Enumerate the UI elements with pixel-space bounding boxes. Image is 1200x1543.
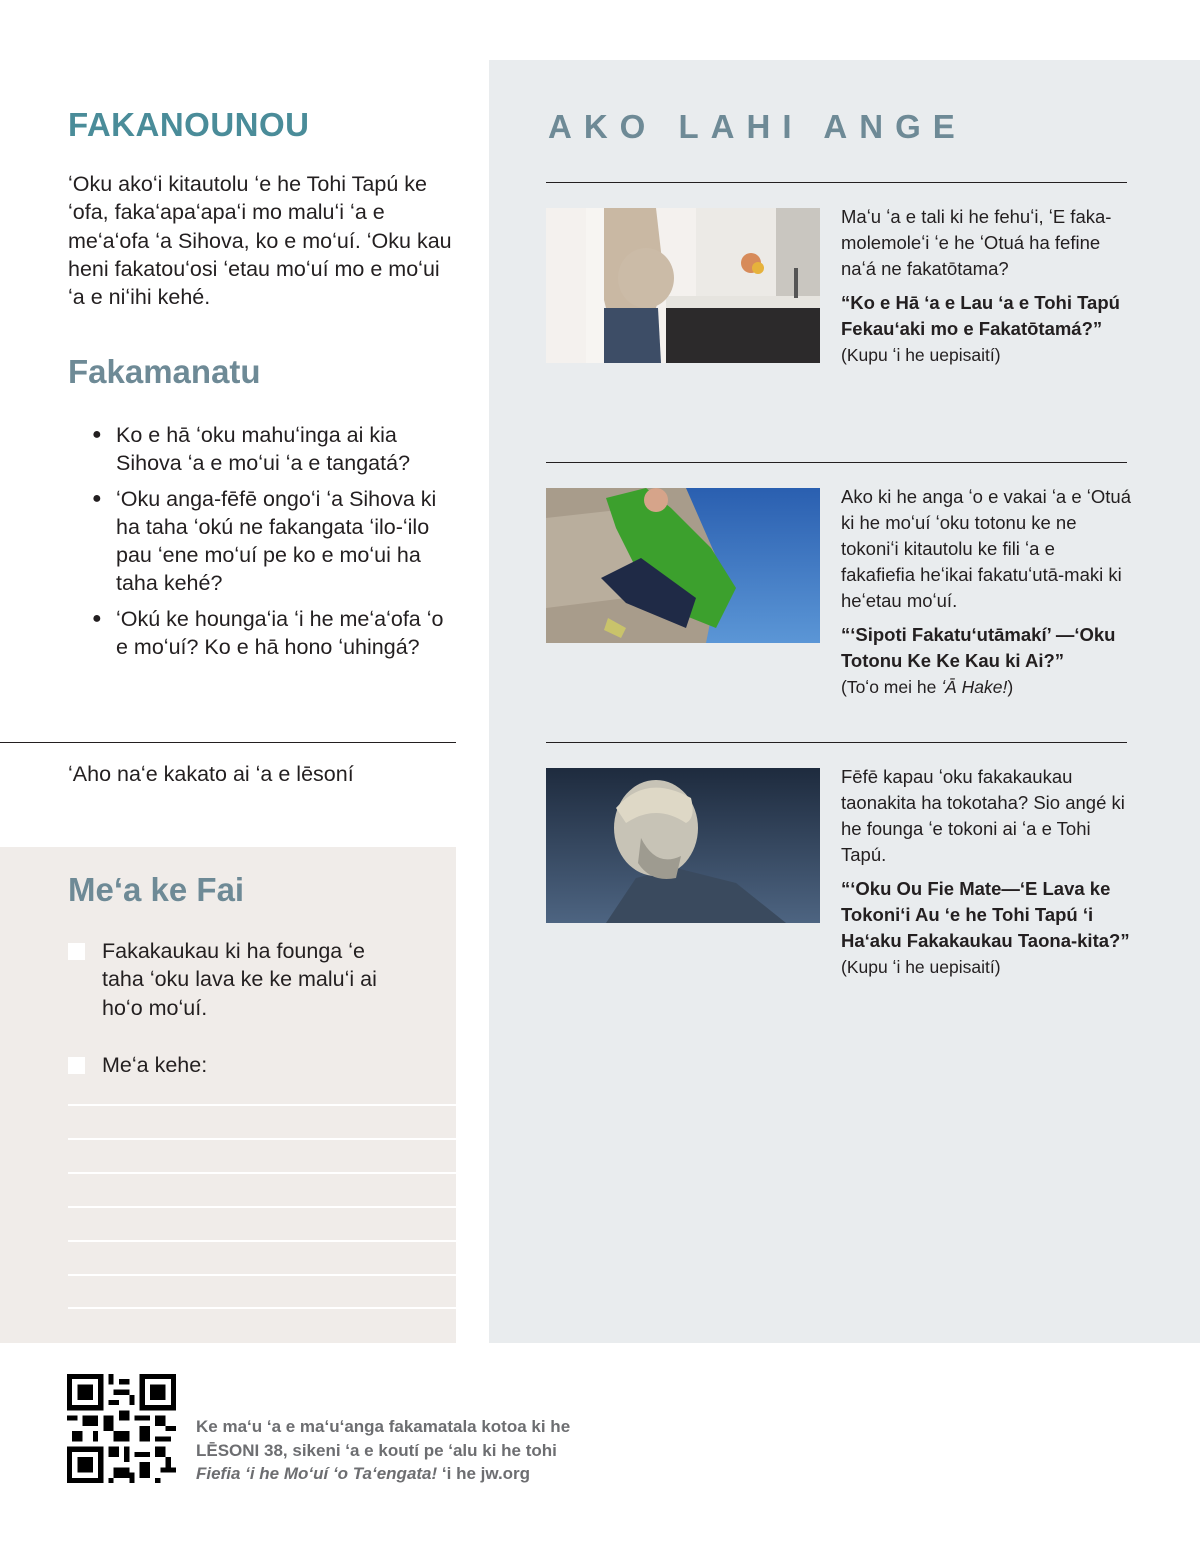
article-3 [841, 764, 1131, 980]
footer-line: ʻi he jw.org [437, 1464, 531, 1483]
article-source: (Kupu ʻi he uepisaití) [841, 957, 1001, 977]
writing-line[interactable] [68, 1240, 456, 1242]
writing-line[interactable] [68, 1274, 456, 1276]
todo-item[interactable] [68, 937, 408, 1022]
lesson-completed-date-label: ʻAho naʻe kakato ai ʻa e lēsoní [68, 762, 354, 786]
learn-more-title: AKO LAHI ANGE [548, 108, 967, 145]
article-link-title[interactable]: “ʻOku Ou Fie Mate—ʻE Lava ke Tokoniʻi Au ʻe he Tohi Tapú ʻi Haʻaku Fakakaukau Taona-kita?” [841, 878, 1130, 951]
writing-line[interactable] [68, 1172, 456, 1174]
article-source: (Kupu ʻi he uepisaití) [841, 345, 1001, 365]
article-link[interactable] [841, 622, 1131, 674]
checkbox-icon[interactable] [68, 943, 85, 960]
article-description: Ako ki he anga ʻo e vakai ʻa e ʻOtuá ki he moʻuí ʻoku totonu ke ne tokoniʻi kitautolu ke fili ʻa e fakafiefia heʻikai fakatuʻutā-maki ki heʻetau moʻuí. [841, 486, 1132, 611]
checkbox-icon[interactable] [68, 1057, 85, 1074]
article-description: Fēfē kapau ʻoku fakakaukau taonakita ha tokotaha? Sio angé ki he founga ʻe tokoni ai ʻa e Tohi Tapú. [841, 766, 1125, 865]
article-link[interactable] [841, 876, 1131, 980]
writing-line[interactable] [68, 1206, 456, 1208]
article-source-title: ʻĀ Hake! [941, 677, 1008, 697]
writing-line[interactable] [68, 1307, 456, 1309]
qr-code-icon[interactable] [67, 1374, 176, 1483]
todo-item-other[interactable] [68, 1051, 408, 1079]
divider [546, 182, 1127, 183]
review-list [92, 421, 452, 668]
todo-item-text: Fakakaukau ki ha founga ʻe taha ʻoku lava ke ke maluʻi ai hoʻo moʻuí. [102, 939, 377, 1020]
todo-item-text: Meʻa kehe: [102, 1053, 208, 1077]
todo-title: Meʻa ke Fai [68, 871, 245, 908]
article-1 [841, 204, 1131, 368]
article-source [841, 677, 1013, 697]
review-item-text: ʻOkú ke houngaʻia ʻi he meʻaʻofa ʻo e moʻuí? Ko e hā hono ʻuhingá? [116, 606, 444, 660]
bullet-icon: ● [92, 609, 102, 627]
footer-line: Ke maʻu ʻa e maʻuʻanga fakamatala kotoa ki he [196, 1417, 571, 1436]
article-link[interactable] [841, 290, 1131, 342]
bullet-icon: ● [92, 489, 102, 507]
article-source-prefix: (Toʻo mei he [841, 677, 942, 697]
review-item-text: Ko e hā ʻoku mahuʻinga ai kia Sihova ʻa e moʻui ʻa e tangatá? [116, 423, 411, 476]
article-link-title[interactable]: “ʻSipoti Fakatuʻutāmakí’ —ʻOku Totonu Ke Ke Kau ki Ai?” [841, 624, 1116, 671]
article-description: Maʻu ʻa e tali ki he fehuʻi, ʻE faka-molemoleʻi ʻe he ʻOtuá ha fefine naʻá ne fakatōtama? [841, 206, 1112, 279]
writing-line[interactable] [68, 1138, 456, 1140]
rock-climber-photo[interactable] [546, 488, 820, 643]
review-item-text: ʻOku anga-fēfē ongoʻi ʻa Sihova ki ha taha ʻokú ne fakangata ʻilo-ʻilo pau ʻene moʻuí pe ko e moʻui ha taha kehé? [116, 486, 437, 596]
article-2 [841, 484, 1131, 700]
review-title: Fakamanatu [68, 353, 261, 390]
divider [0, 742, 456, 743]
review-item [92, 421, 452, 478]
bullet-icon: ● [92, 426, 102, 443]
article-source-suffix: ) [1007, 677, 1014, 697]
pregnant-woman-photo[interactable] [546, 208, 820, 363]
summary-title: FAKANOUNOU [68, 106, 310, 143]
todo-box [0, 847, 456, 1343]
divider [546, 462, 1127, 463]
article-link-title[interactable]: “Ko e Hā ʻa e Lau ʻa e Tohi Tapú Fekauʻaki mo e Fakatōtamá?” [841, 292, 1120, 339]
divider [546, 742, 1127, 743]
book-title: Fiefia ʻi he Moʻuí ʻo Taʻengata! [196, 1464, 438, 1483]
footer-line: LĒSONI 38, sikeni ʻa e koutí pe ʻalu ki he tohi [196, 1440, 557, 1460]
review-item [92, 485, 452, 598]
footer-text [196, 1415, 616, 1486]
writing-line[interactable] [68, 1104, 456, 1106]
summary-text: ʻOku akoʻi kitautolu ʻe he Tohi Tapú ke ʻofa, fakaʻapaʻapaʻi mo maluʻi ʻa e meʻaʻofa ʻa Sihova, ko e moʻuí. ʻOku kau heni fakatouʻosi ʻetau moʻuí mo e moʻui ʻa e niʻihi kehé. [68, 172, 452, 310]
review-item [92, 605, 452, 662]
sad-man-illustration[interactable] [546, 768, 820, 923]
